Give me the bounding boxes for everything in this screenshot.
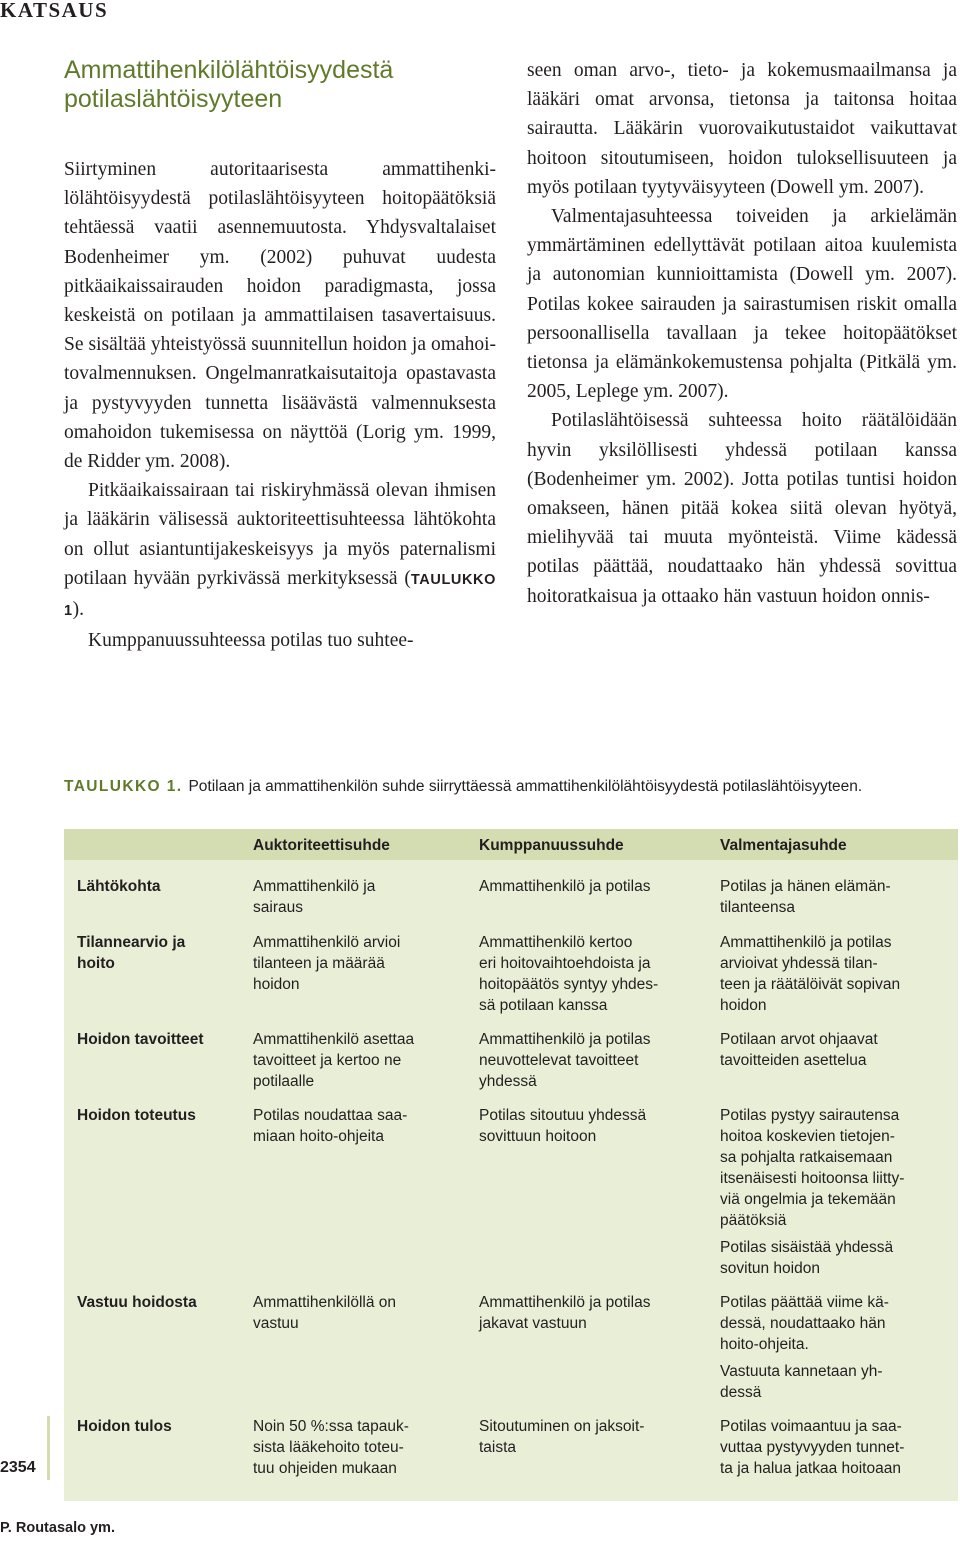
cell-text: Hoidon tulos xyxy=(77,1418,172,1435)
table-cell xyxy=(478,876,719,918)
table-cell xyxy=(478,1292,719,1403)
comparison-table xyxy=(64,829,958,1501)
cell-text: hoitoa koskevien tietojen- xyxy=(720,1128,895,1145)
cell-text: Ammattihenkilö ja potilas xyxy=(479,1031,651,1048)
cell-text: Ammattihenkilö ja potilas xyxy=(720,934,892,951)
cell-text: hoidon xyxy=(720,997,767,1014)
cell-extra xyxy=(720,1237,958,1279)
table-row xyxy=(64,1016,958,1092)
table-row xyxy=(64,860,958,918)
cell-text: Ammattihenkilö arvioi xyxy=(253,934,401,951)
article-left-column xyxy=(64,56,496,655)
cell-text: Potilas päättää viime kä- xyxy=(720,1294,889,1311)
paragraph: Kumppanuussuhteessa potilas tuo suhtee- xyxy=(88,630,414,652)
cell-text: sä potilaan kanssa xyxy=(479,997,608,1014)
table-cell xyxy=(252,1105,478,1279)
table-row xyxy=(64,918,958,1016)
cell-text: Tilannearvio ja xyxy=(77,934,186,951)
cell-text: Potilas voimaantuu ja saa- xyxy=(720,1418,902,1435)
cell-text: sovitun hoidon xyxy=(720,1260,820,1277)
cell-text: Ammattihenkilö ja xyxy=(253,878,376,895)
article-heading-line-1: Ammattihenkilölähtöisyydestä xyxy=(64,56,394,84)
cell-text: Potilaan arvot ohjaavat xyxy=(720,1031,878,1048)
table-caption-text: Potilaan ja ammattihenkilön suhde siirryttäessä ammattihenkilölähtöisyydestä potilaslähtöisyyteen. xyxy=(188,778,863,795)
article-right-column xyxy=(527,56,957,611)
cell-text: vastuu xyxy=(253,1315,299,1332)
article-heading xyxy=(64,56,496,114)
paragraph: Valmentajasuhteessa toiveiden ja arkielämän ymmärtäminen edellyttävät potilaan aitoa kuulemista ja autonomian kunnioittamista (Dowell ym. 2007). Potilas kokee sairauden ja sairastumisen riskit omalla persoonallisella tavallaan ja tekee hoitopäätökset tietonsa ja elämänkokemustensa pohjalta (Pitkälä ym. 2005, Leplege ym. 2007). xyxy=(527,206,957,403)
cell-extra xyxy=(720,1361,958,1403)
table-cell xyxy=(478,1416,719,1479)
cell-text: Vastuu hoidosta xyxy=(77,1294,197,1311)
table-cell xyxy=(478,932,719,1016)
cell-text: miaan hoito-ohjeita xyxy=(253,1128,384,1145)
table-row xyxy=(64,1092,958,1279)
table-cell xyxy=(478,1105,719,1279)
cell-text: viä ongelmia ja tekemään xyxy=(720,1191,896,1208)
cell-text: Ammattihenkilöllä on xyxy=(253,1294,397,1311)
table-cell xyxy=(252,932,478,1016)
table-cell xyxy=(252,1029,478,1092)
cell-text: Potilas sisäistää yhdessä xyxy=(720,1239,894,1256)
cell-text: hoito xyxy=(77,955,115,972)
cell-text: Potilas pystyy sairautensa xyxy=(720,1107,900,1124)
row-label-cell xyxy=(64,876,252,918)
cell-text: sairaus xyxy=(253,899,303,916)
table-cell xyxy=(719,932,958,1016)
cell-text: tavoitteet ja kertoo ne xyxy=(253,1052,402,1069)
cell-text: arvioivat yhdessä tilan- xyxy=(720,955,878,972)
paragraph-text: Pitkäaikaissairaan tai riskiryhmässä olevan ihmisen ja lääkärin välisessä auktoriteettisuhteessa lähtökohta on ollut asiantuntijakeskeisyys ja myös paternalismi potilaan hyvään pyrkivässä merkityksessä ( xyxy=(64,480,496,589)
row-label-cell xyxy=(64,1292,252,1403)
cell-text: sa pohjalta ratkaisemaan xyxy=(720,1149,893,1166)
cell-text: hoitopäätös syntyy yhdes- xyxy=(479,976,659,993)
cell-text: Vastuuta kannetaan yh- xyxy=(720,1363,883,1380)
table-cell xyxy=(719,876,958,918)
cell-text: Lähtökohta xyxy=(77,878,161,895)
cell-text: tuu ohjeiden mukaan xyxy=(253,1460,397,1477)
table-header-cell: Kumppanuussuhde xyxy=(479,837,624,854)
row-label-cell xyxy=(64,1416,252,1479)
cell-text: tilanteensa xyxy=(720,899,795,916)
table-cell xyxy=(252,1416,478,1479)
row-label-cell xyxy=(64,1029,252,1092)
paragraph xyxy=(64,476,496,626)
paragraph: seen oman arvo-, tieto- ja kokemusmaailmansa ja lääkäri omat arvonsa, tietonsa ja taitonsa hoitaa sairautta. Lääkärin vuorovaikutustaidot vaikuttavat hoitoon sitoutumiseen, hoidon tuloksellisuuteen ja myös potilaan tyytyväisyyteen (Dowell ym. 2007). xyxy=(527,60,957,198)
table-cell xyxy=(478,1029,719,1092)
table-cell xyxy=(252,1292,478,1403)
page-number: 2354 xyxy=(0,1459,36,1476)
row-label-cell xyxy=(64,1105,252,1279)
cell-text: jakavat vastuun xyxy=(479,1315,587,1332)
paragraph: Potilaslähtöisessä suhteessa hoito räätälöidään hyvin yksilöllisesti yhdessä potilaan kanssa (Bodenheimer ym. 2002). Jotta potilas tuntisi hoidon omakseen, hänen pitää kokea siitä olevan hyötyä, mielihyvää tai muuta myönteistä. Viime kädessä potilas päättää, noudattaako hän yhdessä sovittua hoitoratkaisua ja ottaako hän vastuun hoidon onnis- xyxy=(527,410,957,607)
cell-text: sista lääkehoito toteu- xyxy=(253,1439,404,1456)
table-cell xyxy=(252,876,478,918)
cell-text: yhdessä xyxy=(479,1073,537,1090)
cell-text: päätöksiä xyxy=(720,1212,787,1229)
table-reference: TAULUKKO 1 xyxy=(64,571,496,620)
cell-text: tilanteen ja määrää xyxy=(253,955,385,972)
row-label-cell xyxy=(64,932,252,1016)
table-header-row xyxy=(64,829,958,860)
cell-text: hoito-ohjeita. xyxy=(720,1336,809,1353)
cell-text: Potilas ja hänen elämän- xyxy=(720,878,891,895)
paragraph: Siirtyminen autoritaarisesta ammattihenkilölähtöisyydestä potilaslähtöisyyteen hoitopäätöksiä tehtäessä vaatii asennemuutosta. Yhdysvaltalaiset Bodenheimer ym. (2002) puhuvat uudesta pitkäaikaissairauden hoidon paradigmasta, jossa keskeistä on potilaan ja ammattilaisen tasavertaisuus. Se sisältää yhteistyössä suunnitellun hoidon ja omahoitovalmennuksen. Ongelmanratkaisutaitoja opastavasta ja pystyvyyden tunnetta lisäävästä valmennuksesta omahoidon tukemisessa on näyttöä (Lorig ym. 1999, de Ridder ym. 2008). xyxy=(64,159,496,473)
cell-text: potilaalle xyxy=(253,1073,315,1090)
cell-text: taista xyxy=(479,1439,517,1456)
footer-author: P. Routasalo ym. xyxy=(0,1520,115,1536)
cell-text: Potilas sitoutuu yhdessä xyxy=(479,1107,647,1124)
cell-text: Potilas noudattaa saa- xyxy=(253,1107,408,1124)
cell-text: teen ja räätälöivät sopivan xyxy=(720,976,901,993)
cell-text: neuvottelevat tavoitteet xyxy=(479,1052,639,1069)
cell-text: eri hoitovaihtoehdoista ja xyxy=(479,955,651,972)
cell-text: dessä xyxy=(720,1384,762,1401)
table-caption-label: TAULUKKO 1. xyxy=(64,778,183,795)
table-row xyxy=(64,1403,958,1479)
table-cell xyxy=(719,1105,958,1279)
cell-text: dessä, noudattaako hän xyxy=(720,1315,886,1332)
cell-text: hoidon xyxy=(253,976,300,993)
table-cell xyxy=(719,1029,958,1092)
table-row xyxy=(64,1279,958,1403)
table-header-cell: Auktoriteettisuhde xyxy=(253,837,390,854)
table-caption xyxy=(64,776,957,798)
table-header-cell xyxy=(64,844,252,846)
table-cell xyxy=(719,1292,958,1403)
table-cell xyxy=(719,1416,958,1479)
article-heading-line-2: potilaslähtöisyyteen xyxy=(64,85,283,113)
cell-text: ta ja halua jatkaa hoitoaan xyxy=(720,1460,901,1477)
cell-text: Ammattihenkilö kertoo xyxy=(479,934,633,951)
cell-text: Sitoutuminen on jaksoit- xyxy=(479,1418,645,1435)
table-header-cell: Valmentajasuhde xyxy=(720,837,847,854)
cell-text: vuttaa pystyvyyden tunnet- xyxy=(720,1439,905,1456)
cell-text: Ammattihenkilö ja potilas xyxy=(479,1294,651,1311)
cell-text: sovittuun hoitoon xyxy=(479,1128,597,1145)
paragraph-text: ). xyxy=(72,599,85,621)
cell-text: Ammattihenkilö ja potilas xyxy=(479,878,651,895)
cell-text: itsenäisesti hoitoonsa liitty- xyxy=(720,1170,905,1187)
page-number-bar xyxy=(47,1416,50,1480)
table-body xyxy=(64,860,958,1501)
cell-text: Hoidon toteutus xyxy=(77,1107,196,1124)
section-label: KATSAUS xyxy=(0,0,109,22)
cell-text: Ammattihenkilö asettaa xyxy=(253,1031,415,1048)
cell-text: Noin 50 %:ssa tapauk- xyxy=(253,1418,409,1435)
cell-text: tavoitteiden asettelua xyxy=(720,1052,867,1069)
cell-text: Hoidon tavoitteet xyxy=(77,1031,204,1048)
